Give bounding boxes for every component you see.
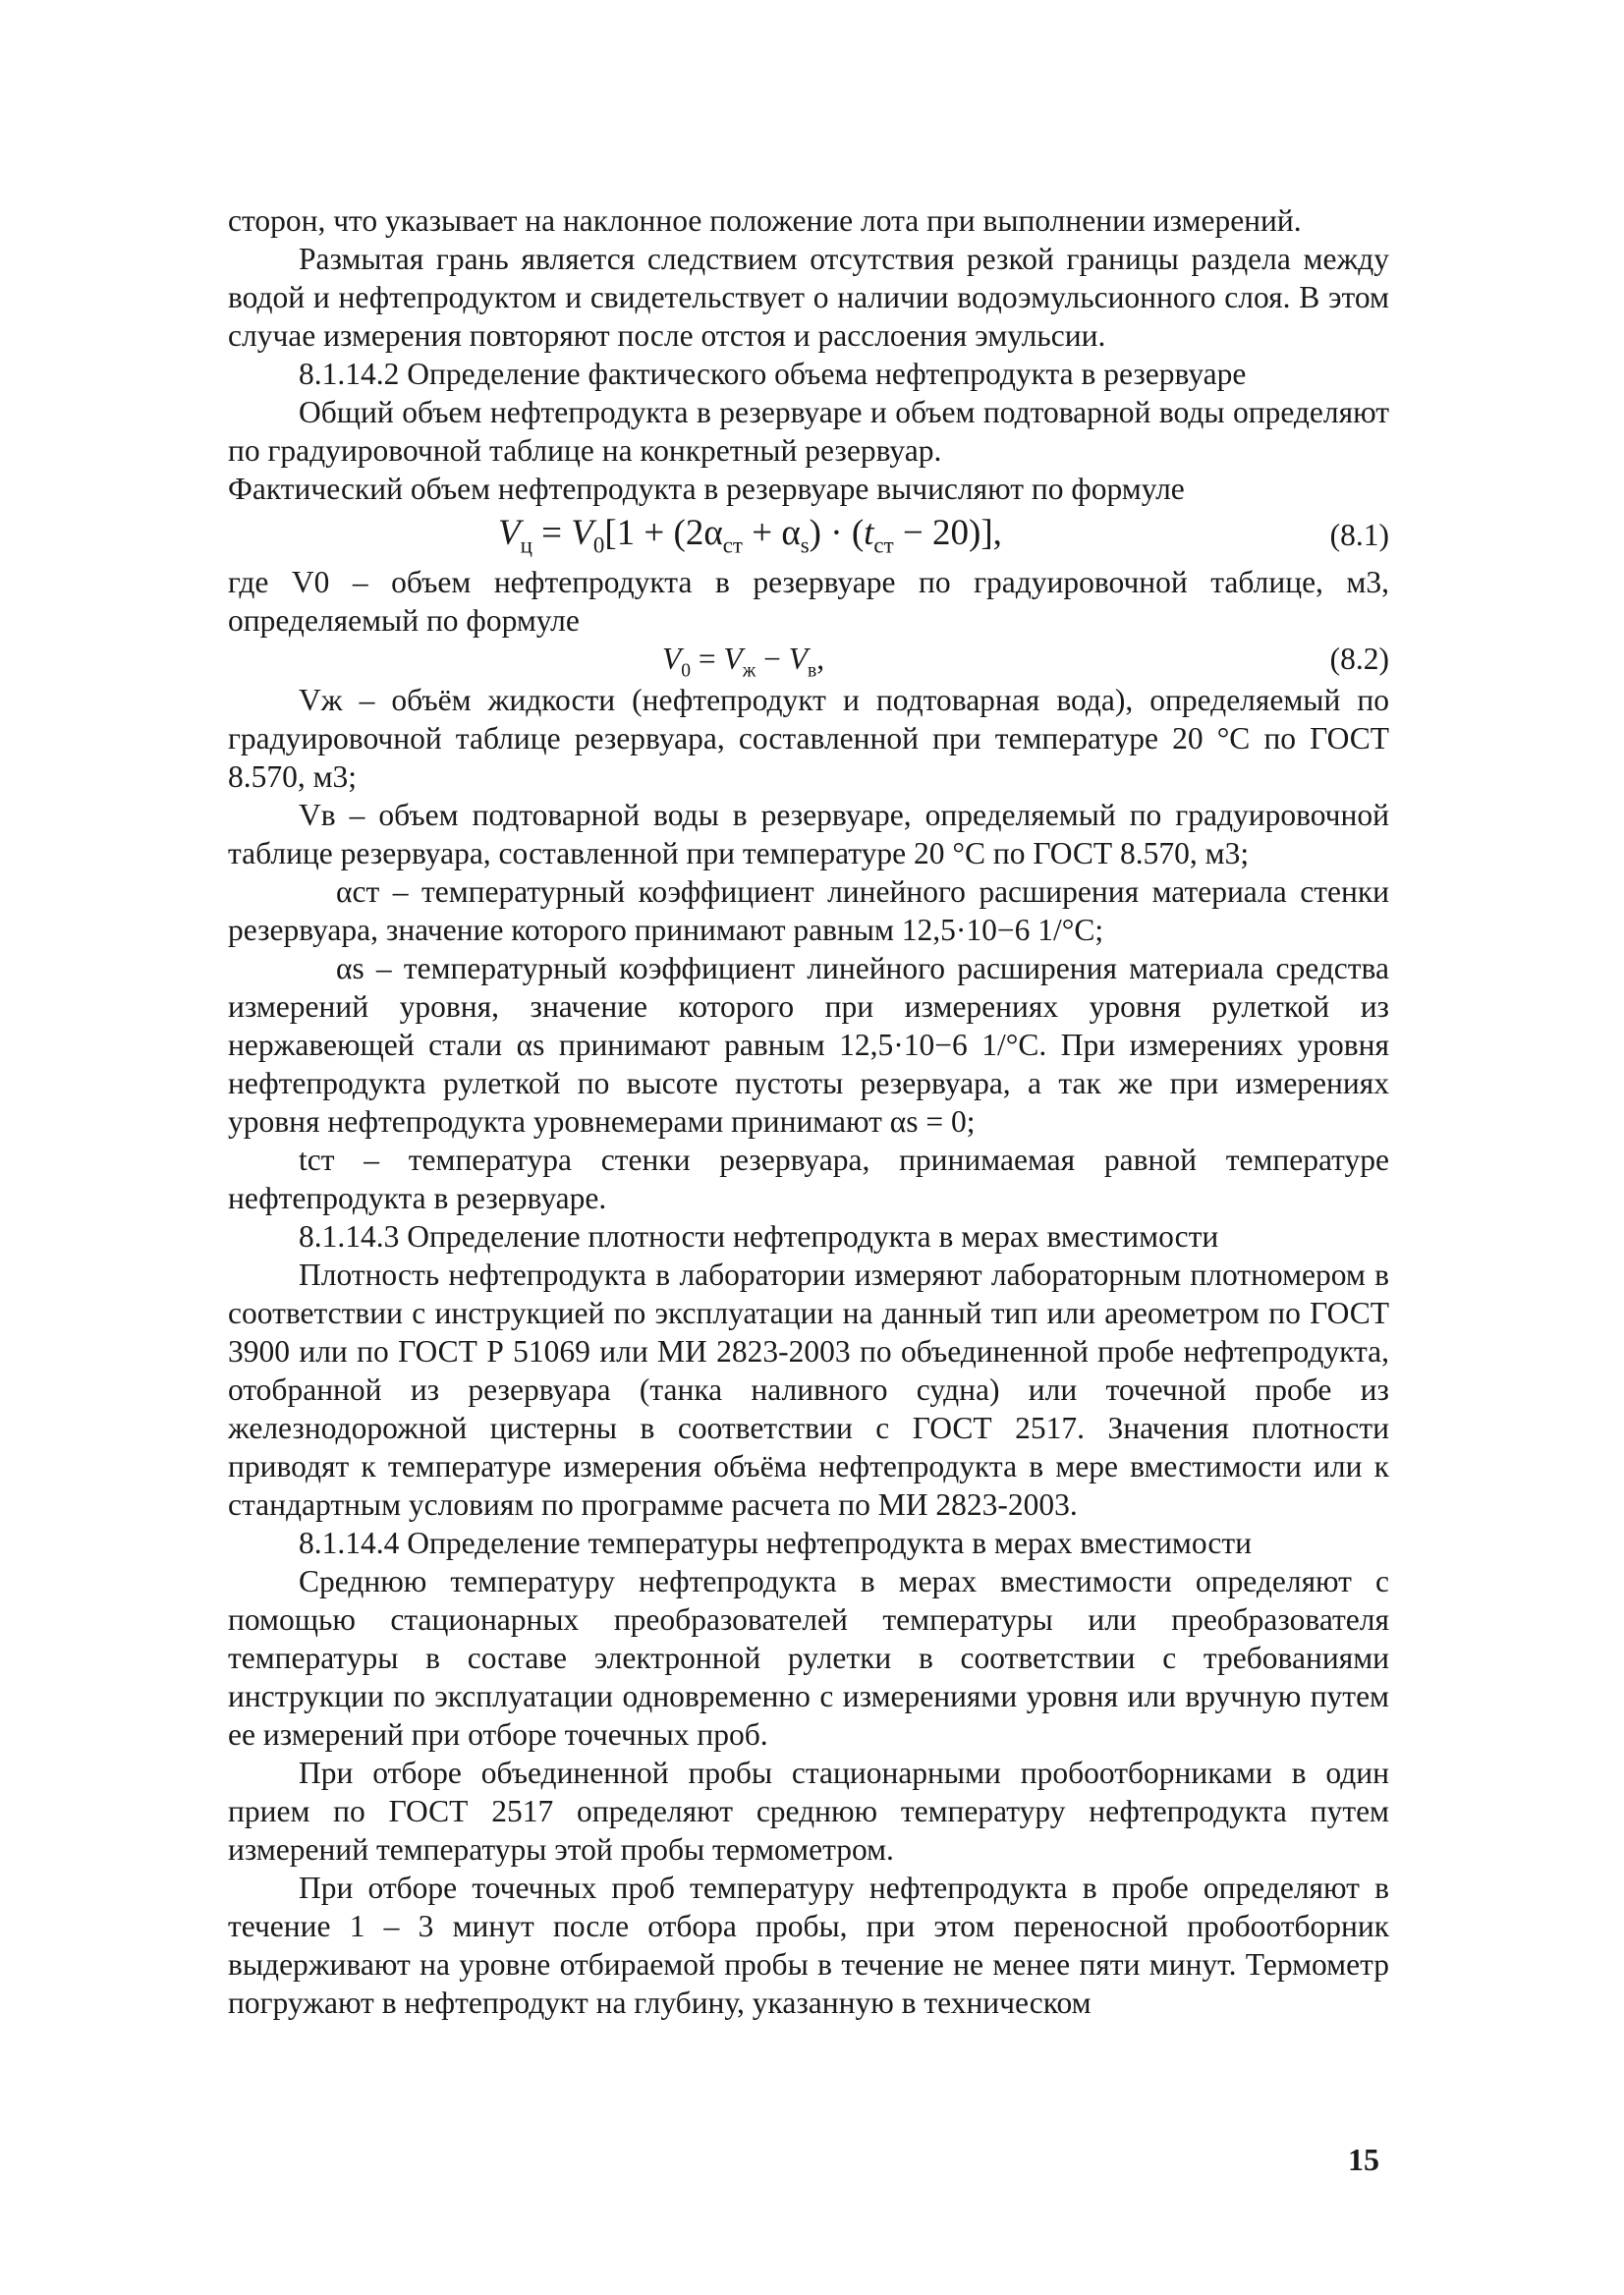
paragraph-alpha-st-definition: αст – температурный коэффициент линейного расширения материала стенки резервуара, значение которого принимают равным 12,5·10−6 1/°С; [228, 874, 1389, 947]
formula-8-1-number: (8.1) [1329, 518, 1389, 552]
section-heading-8-1-14-2: 8.1.14.2 Определение фактического объема нефтепродукта в резервуаре [299, 357, 1247, 391]
section-heading-8-1-14-4: 8.1.14.4 Определение температуры нефтепродукта в мерах вместимости [299, 1526, 1253, 1560]
formula-8-2-number: (8.2) [1329, 642, 1389, 676]
formula-8-2-expression: $V_0 = V_ж - V_в$, [662, 642, 825, 682]
section-heading-8-1-14-3: 8.1.14.3 Определение плотности нефтепродукта в мерах вместимости [299, 1219, 1219, 1254]
paragraph-mean-temperature: Среднюю температуру нефтепродукта в мерах вместимости определяют с помощью стационарных преобразователей температуры или преобразователя температуры в составе электронной рулетки в соответствии с требованиями инструкции по эксплуатации одновременно с измерениями уровня или вручную путем ее измерений при отборе точечных проб. [228, 1564, 1389, 1752]
formula-8-2 [228, 640, 1389, 681]
formula-8-1-expression: $V_ц = V_0[1 + (2\alpha_{ст} + \alpha_s) \cdot (t_{ст} - 20)]$, [498, 513, 1002, 558]
paragraph-combined-sample: При отборе объединенной пробы стационарными пробоотборниками в один прием по ГОСТ 2517 определяют среднюю температуру нефтепродукта путем измерений температуры этой пробы термометром. [228, 1756, 1389, 1867]
paragraph-v0-definition: где V0 – объем нефтепродукта в резервуаре по градуировочной таблице, м3, определяемый по формуле [228, 565, 1389, 638]
page-body [228, 201, 1389, 2022]
paragraph-vv-definition: Vв – объем подтоварной воды в резервуаре, определяемый по градуировочной таблице резервуара, составленной при температуре 20 °С по ГОСТ 8.570, м3; [228, 798, 1389, 870]
paragraph-formula-intro: Фактический объем нефтепродукта в резервуаре вычисляют по формуле [228, 472, 1185, 506]
paragraph-point-samples: При отборе точечных проб температуру нефтепродукта в пробе определяют в течение 1 – 3 минут после отбора пробы, при этом переносной пробоотборник выдерживают на уровне отбираемой пробы в течение не менее пяти минут. Термометр погружают в нефтепродукт на глубину, указанную в техническом [228, 1871, 1389, 2020]
page-number: 15 [1348, 2142, 1379, 2177]
paragraph-density: Плотность нефтепродукта в лаборатории измеряют лабораторным плотномером в соответствии с инструкцией по эксплуатации на данный тип или ареометром по ГОСТ 3900 или по ГОСТ Р 51069 или МИ 2823-2003 по объединенной пробе нефтепродукта, отобранной из резервуара (танка наливного судна) или точечной пробе из железнодорожной цистерны в соответствии с ГОСТ 2517. Значения плотности приводят к температуре измерения объёма нефтепродукта в мере вместимости или к стандартным условиям по программе расчета по МИ 2823-2003. [228, 1258, 1389, 1522]
paragraph-continued: сторон, что указывает на наклонное положение лота при выполнении измерений. [228, 203, 1302, 238]
paragraph-tst-definition: tст – температура стенки резервуара, принимаемая равной температуре нефтепродукта в резервуаре. [228, 1143, 1389, 1215]
paragraph-emulsion: Размытая грань является следствием отсутствия резкой границы раздела между водой и нефтепродуктом и свидетельствует о наличии водоэмульсионного слоя. В этом случае измерения повторяют после отстоя и расслоения эмульсии. [228, 242, 1389, 353]
paragraph-vzh-definition: Vж – объём жидкости (нефтепродукт и подтоварная вода), определяемый по градуировочной таблице резервуара, составленной при температуре 20 °С по ГОСТ 8.570, м3; [228, 683, 1389, 794]
paragraph-alpha-s-definition: αs – температурный коэффициент линейного расширения материала средства измерений уровня, значение которого при измерениях уровня рулеткой из нержавеющей стали αs принимают равным 12,5·10−6 1/°С. При измерениях уровня нефтепродукта рулеткой по высоте пустоты резервуара, а так же при измерениях уровня нефтепродукта уровнемерами принимают αs = 0; [228, 951, 1389, 1139]
paragraph-total-volume: Общий объем нефтепродукта в резервуаре и объем подтоварной воды определяют по градуировочной таблице на конкретный резервуар. [228, 395, 1389, 468]
formula-8-1 [228, 510, 1389, 561]
